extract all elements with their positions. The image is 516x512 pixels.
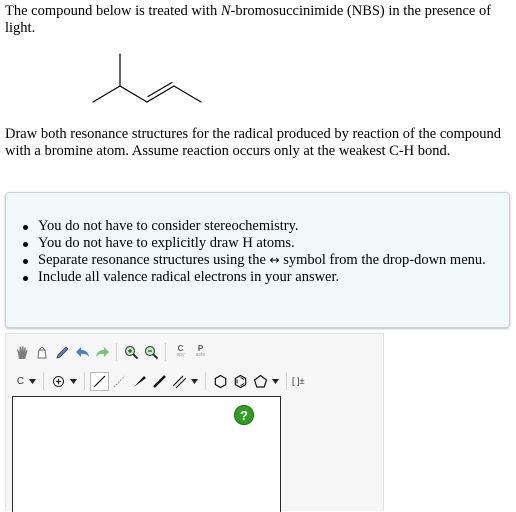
paste-button[interactable] [191,343,210,362]
bracket-button[interactable]: [ ]± [292,375,305,386]
editor-toolbar-top [13,342,211,362]
wedge-bond-icon[interactable] [130,372,149,391]
copy-sublabel: opy [176,352,185,358]
hint-text: Separate resonance structures using the [38,252,270,268]
chevron-down-icon[interactable] [28,372,36,391]
question-text: Draw both resonance structures for the radical produced by reaction of the compound with a bromine atom. Assume reaction occurs only at the weakest C-H bond. [5,126,502,159]
undo-icon[interactable] [73,343,92,362]
pencil-icon[interactable] [53,343,72,362]
double-bond-icon[interactable] [170,372,189,391]
zoom-in-icon[interactable] [122,343,141,362]
paste-label: P [197,344,204,353]
benzene-icon[interactable] [231,372,250,391]
bond-types-icon[interactable] [110,372,129,391]
reagent-italic-n: N [220,3,231,19]
toolbar-divider [43,372,44,390]
chevron-down-icon[interactable] [69,372,77,391]
cyclohexane-icon[interactable] [211,372,230,391]
toolbar-divider [205,372,206,390]
hint-item: You do not have to consider stereochemistry. [38,218,498,235]
structure-editor [5,333,384,511]
pentagon-icon[interactable] [251,372,270,391]
redo-icon[interactable] [93,343,112,362]
intro-text-end: -bromosuccinimide (NBS) in the presence of light. [5,3,492,36]
intro-text-start: The compound below is treated with [5,3,221,19]
toolbar-divider [286,372,287,390]
toolbar-divider [116,343,117,361]
hint-item [38,252,498,269]
resonance-arrow-symbol: ↔ [269,253,280,267]
eraser-icon[interactable] [33,343,52,362]
hints-box [5,192,510,328]
paste-sublabel: aste [195,352,206,358]
hint-item: You do not have to explicitly draw H atoms. [38,235,498,252]
chevron-down-icon[interactable] [190,372,198,391]
atom-selector[interactable]: C [16,375,25,387]
single-bond-icon[interactable] [90,372,109,391]
editor-toolbar-bottom [13,370,304,392]
toolbar-divider [165,343,166,361]
hash-bond-icon[interactable] [150,372,169,391]
zoom-out-icon[interactable] [142,343,161,362]
drawing-canvas[interactable] [12,396,281,512]
copy-button[interactable] [171,343,190,362]
problem-intro [5,3,513,37]
hint-item: Include all valence radical electrons in your answer. [38,269,498,286]
toolbar-divider [84,372,85,390]
compound-structure [90,52,206,108]
hint-text: symbol from the drop-down menu. [279,252,486,268]
chevron-down-icon[interactable] [271,372,279,391]
hand-icon[interactable] [13,343,32,362]
copy-label: C [177,344,184,353]
hints-list [38,218,498,286]
charge-icon[interactable] [49,372,68,391]
help-icon[interactable]: ? [234,405,254,425]
